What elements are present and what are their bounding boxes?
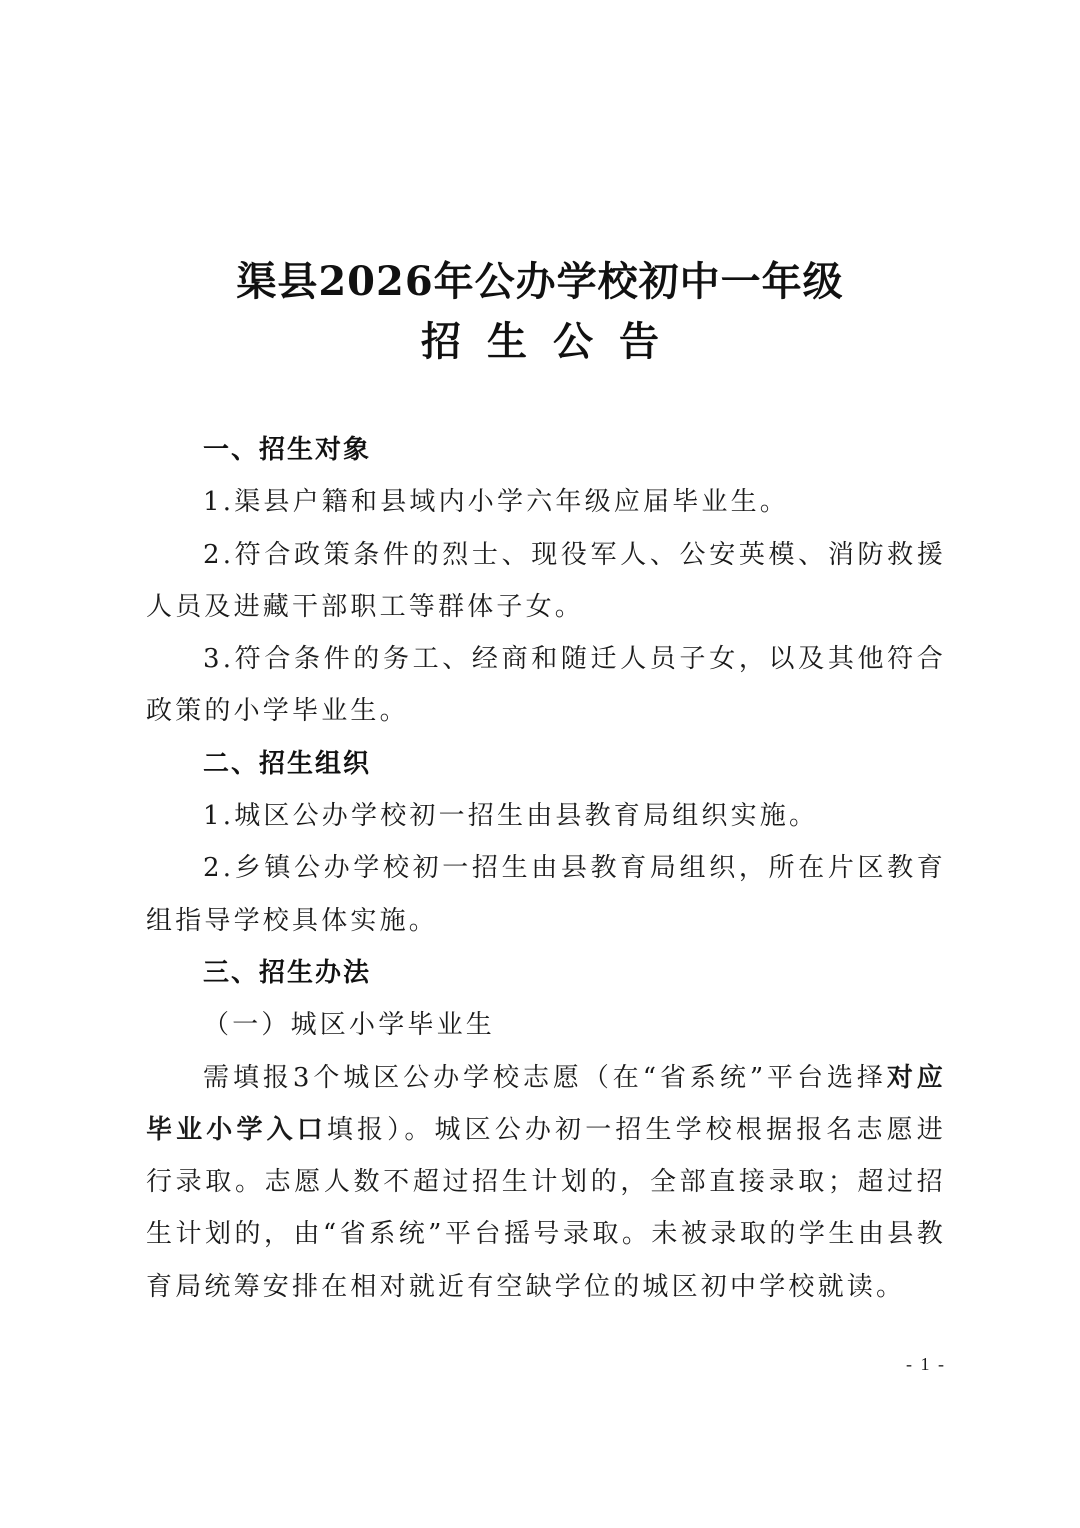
section-heading-enrollment-targets: 一、招生对象 (203, 435, 372, 465)
paragraph-organization-2: 2.乡镇公办学校初一招生由县教育局组织，所在片区教育组指导学校具体实施。 (146, 853, 946, 936)
paragraph-urban-method-part1: 需填报3个城区公办学校志愿（在“省系统”平台选择 (203, 1062, 887, 1093)
document-title: 渠县2026年公办学校初中一年级 (236, 258, 844, 305)
paragraph-urban-method-part2: 填报）。城区公办初一招生学校根据报名志愿进行录取。志愿人数不超过招生计划的，全部直接录取；超过招生计划的，由“省系统”平台摇号录取。未被录取的学生由县教育局统筹安排在相对就近有空缺学位的城区初中学校就读。 (146, 1114, 947, 1302)
subsection-heading-urban-graduates: （一）城区小学毕业生 (203, 1010, 496, 1041)
paragraph-organization-1: 1.城区公办学校初一招生由县教育局组织实施。 (203, 801, 819, 832)
paragraph-target-2: 2.符合政策条件的烈士、现役军人、公安英模、消防救援人员及进藏干部职工等群体子女。 (146, 539, 946, 622)
paragraph-target-1: 1.渠县户籍和县域内小学六年级应届毕业生。 (203, 487, 790, 518)
paragraph-urban-method-emphasis: 对应毕业小学入口 (146, 1062, 946, 1145)
page-number: - 1 - (906, 1354, 946, 1374)
section-heading-enrollment-organization: 二、招生组织 (203, 748, 372, 779)
paragraph-urban-method (146, 1052, 946, 1313)
document-subtitle: 招生公告 (421, 318, 685, 365)
document-body (146, 424, 946, 1313)
paragraph-target-3: 3.符合条件的务工、经商和随迁人员子女，以及其他符合政策的小学毕业生。 (146, 644, 946, 727)
section-heading-enrollment-method: 三、招生办法 (203, 957, 372, 988)
